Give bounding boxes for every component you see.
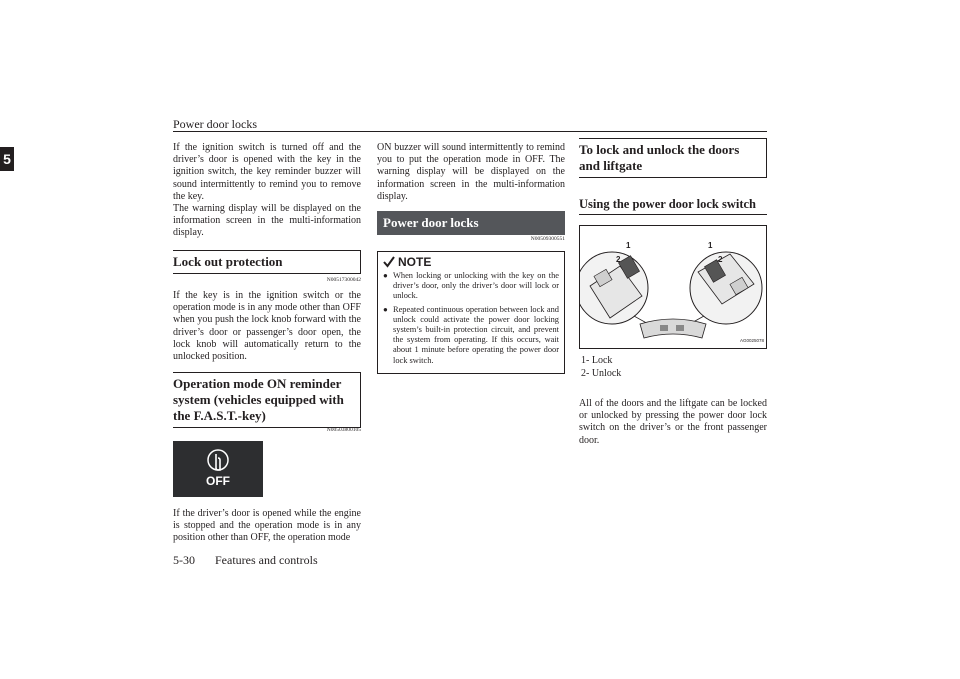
pencil-check-icon	[383, 256, 395, 268]
legend-lock: 1- Lock	[581, 355, 613, 366]
fig-label-2-right: 2	[718, 255, 723, 264]
off-label: OFF	[206, 474, 230, 488]
doc-code-lockout: N00517300042	[326, 277, 361, 283]
col3-para1: All of the doors and the liftgate can be locked or unlocked by pressing the power door lock switch on the driver’s or the front passenger door.	[579, 398, 767, 446]
fig-label-1-right: 1	[708, 241, 713, 250]
heading-lock-out-protection: Lock out protection	[173, 250, 361, 274]
legend-unlock: 2- Unlock	[581, 368, 622, 379]
heading-operation-mode-reminder: Operation mode ON reminder system (vehicles equipped with the F.A.S.T.-key)	[173, 372, 361, 428]
page-header-title: Power door locks	[173, 117, 257, 131]
fig-label-2-left: 2	[616, 255, 621, 264]
col1-para2: The warning display will be displayed on the information screen in the multi-information display.	[173, 203, 361, 239]
note-item: ● Repeated continuous operation between lock and unlock could activate the power door locking system’s built-in protection circuit, and prevent the system from operating. If this occurs, wait about 1 minute before operating the power door lock switch.	[383, 305, 559, 366]
footer-section: Features and controls	[215, 553, 318, 567]
col1-para3: If the key is in the ignition switch or the operation mode is in any mode other than OFF when you push the lock knob forward with the driver’s door or passenger’s door open, the lock knob will automatically return to the unlocked position.	[173, 290, 361, 363]
figure-code: AG0025078	[740, 338, 765, 343]
door-lock-switch-illustration	[580, 226, 766, 348]
col1-para1: If the ignition switch is turned off and the driver’s door is opened with the key in the ignition switch, the key reminder buzzer will sound intermittently to remind you to remove the key.	[173, 142, 361, 202]
col1-para4: If the driver’s door is opened while the engine is stopped and the operation mode is in any position other than OFF, the operation mode	[173, 508, 361, 544]
page-footer	[173, 553, 318, 568]
note-title-text: NOTE	[398, 254, 432, 269]
note-box	[377, 251, 565, 374]
heading-lock-unlock-doors: To lock and unlock the doors and liftgate	[579, 138, 767, 178]
door-lock-switch-figure	[579, 225, 767, 349]
subheading-power-door-lock-switch: Using the power door lock switch	[579, 197, 756, 211]
note-item: ● When locking or unlocking with the key on the driver’s door, only the driver’s door will lock or unlock.	[383, 271, 559, 302]
fig-label-1-left: 1	[626, 241, 631, 250]
col2-para1: ON buzzer will sound intermittently to remind you to put the operation mode in OFF. The warning display will be displayed on the information screen in the multi-information display.	[377, 142, 565, 202]
note-title	[383, 256, 559, 268]
operation-mode-off-icon	[173, 441, 263, 497]
doc-code-power: N00509300551	[530, 236, 565, 242]
chapter-tab: 5	[0, 147, 14, 171]
doc-code-reminder: N00503800105	[326, 427, 361, 433]
header-rule	[173, 131, 767, 132]
finger-press-icon	[173, 441, 263, 497]
heading-power-door-locks: Power door locks	[377, 211, 565, 235]
subheading-rule	[579, 214, 767, 215]
page-number: 5-30	[173, 553, 195, 567]
